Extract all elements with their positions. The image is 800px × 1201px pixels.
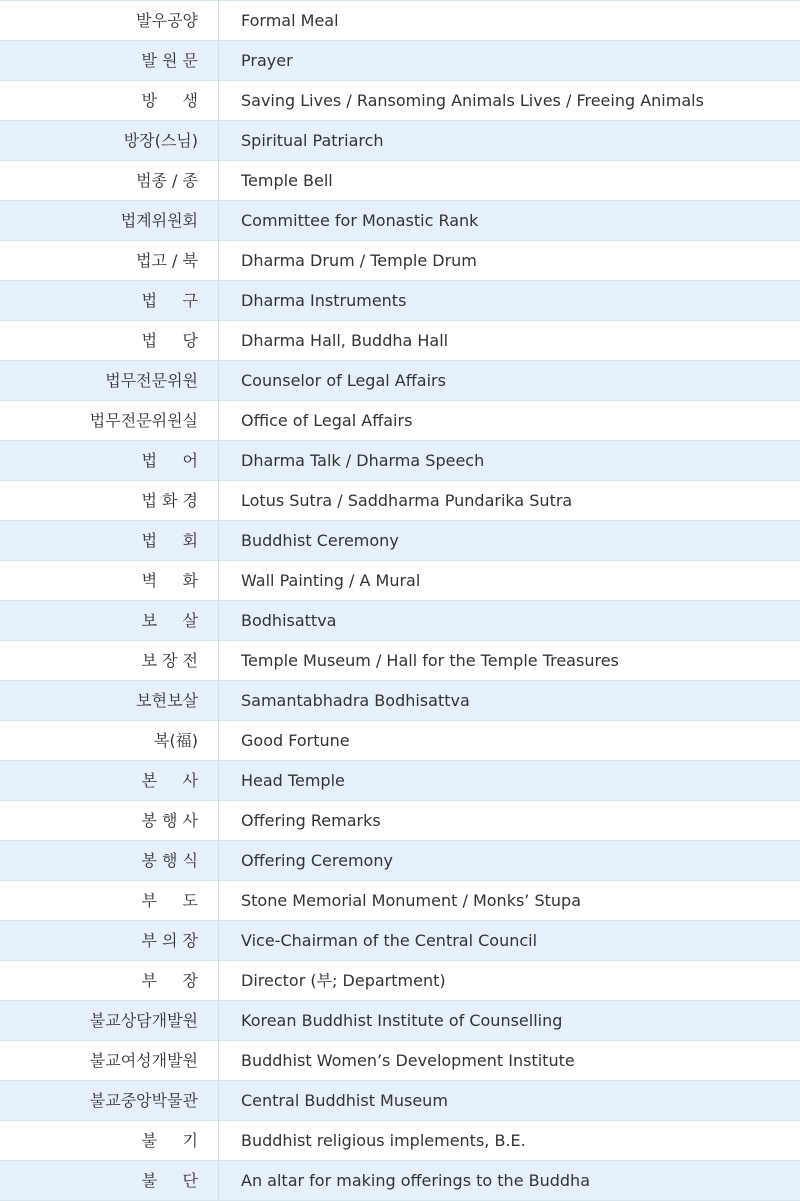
english-term: Central Buddhist Museum xyxy=(241,1091,448,1110)
korean-term: 발 원 문 xyxy=(0,41,219,80)
english-term: Dharma Talk / Dharma Speech xyxy=(241,451,485,470)
korean-term: 복(福) xyxy=(0,721,219,760)
korean-term: 불 기 xyxy=(0,1121,219,1160)
english-term: Office of Legal Affairs xyxy=(241,411,413,430)
table-row xyxy=(0,401,800,441)
table-row xyxy=(0,961,800,1001)
korean-term: 법 화 경 xyxy=(0,481,219,520)
table-row xyxy=(0,881,800,921)
english-term: Buddhist religious implements, B.E. xyxy=(241,1131,526,1150)
korean-term: 봉 행 사 xyxy=(0,801,219,840)
korean-term: 불교상담개발원 xyxy=(0,1001,219,1040)
english-term: Dharma Drum / Temple Drum xyxy=(241,251,477,270)
english-term: Lotus Sutra / Saddharma Pundarika Sutra xyxy=(241,491,573,510)
table-row xyxy=(0,841,800,881)
english-term: Temple Bell xyxy=(241,171,333,190)
korean-term: 보현보살 xyxy=(0,681,219,720)
table-row xyxy=(0,81,800,121)
table-row xyxy=(0,1161,800,1201)
korean-term: 부 장 xyxy=(0,961,219,1000)
table-row xyxy=(0,521,800,561)
english-term: Director (부; Department) xyxy=(241,971,446,990)
korean-term: 불교중앙박물관 xyxy=(0,1081,219,1120)
english-term: Buddhist Women’s Development Institute xyxy=(241,1051,575,1070)
korean-term: 법계위원회 xyxy=(0,201,219,240)
english-term: Samantabhadra Bodhisattva xyxy=(241,691,470,710)
korean-term: 법무전문위원 xyxy=(0,361,219,400)
table-row xyxy=(0,601,800,641)
korean-term: 법 회 xyxy=(0,521,219,560)
english-term: Dharma Hall, Buddha Hall xyxy=(241,331,449,350)
korean-term: 범종 / 종 xyxy=(0,161,219,200)
korean-term: 보 장 전 xyxy=(0,641,219,680)
korean-term: 법 구 xyxy=(0,281,219,320)
korean-term: 법고 / 북 xyxy=(0,241,219,280)
korean-term: 부 의 장 xyxy=(0,921,219,960)
table-row xyxy=(0,441,800,481)
table-row xyxy=(0,361,800,401)
english-term: Good Fortune xyxy=(241,731,350,750)
english-term: Vice-Chairman of the Central Council xyxy=(241,931,538,950)
table-row xyxy=(0,1041,800,1081)
english-term: Korean Buddhist Institute of Counselling xyxy=(241,1011,563,1030)
english-term: Counselor of Legal Affairs xyxy=(241,371,446,390)
english-term: Head Temple xyxy=(241,771,345,790)
korean-term: 법무전문위원실 xyxy=(0,401,219,440)
korean-term: 보 살 xyxy=(0,601,219,640)
korean-term: 부 도 xyxy=(0,881,219,920)
english-term: Bodhisattva xyxy=(241,611,337,630)
korean-term: 벽 화 xyxy=(0,561,219,600)
table-row xyxy=(0,721,800,761)
table-row xyxy=(0,561,800,601)
korean-term: 법 어 xyxy=(0,441,219,480)
english-term: Stone Memorial Monument / Monks’ Stupa xyxy=(241,891,581,910)
table-row xyxy=(0,761,800,801)
korean-term: 본 사 xyxy=(0,761,219,800)
korean-term: 불 단 xyxy=(0,1161,219,1200)
english-term: Offering Remarks xyxy=(241,811,381,830)
english-term: Saving Lives / Ransoming Animals Lives / Freeing Animals xyxy=(241,91,704,110)
table-row xyxy=(0,41,800,81)
table-row xyxy=(0,1001,800,1041)
table-row xyxy=(0,921,800,961)
english-term: Temple Museum / Hall for the Temple Treasures xyxy=(241,651,619,670)
korean-term: 방장(스님) xyxy=(0,121,219,160)
english-term: Committee for Monastic Rank xyxy=(241,211,479,230)
korean-term: 법 당 xyxy=(0,321,219,360)
table-row xyxy=(0,1121,800,1161)
english-term: Wall Painting / A Mural xyxy=(241,571,421,590)
table-row xyxy=(0,281,800,321)
english-term: Offering Ceremony xyxy=(241,851,393,870)
english-term: Formal Meal xyxy=(241,11,339,30)
table-row xyxy=(0,681,800,721)
korean-term: 방 생 xyxy=(0,81,219,120)
korean-term: 발우공양 xyxy=(0,1,219,40)
table-row xyxy=(0,161,800,201)
table-row xyxy=(0,241,800,281)
korean-term: 불교여성개발원 xyxy=(0,1041,219,1080)
english-term: Spiritual Patriarch xyxy=(241,131,384,150)
english-term: Buddhist Ceremony xyxy=(241,531,399,550)
table-row xyxy=(0,641,800,681)
table-row xyxy=(0,481,800,521)
table-row xyxy=(0,121,800,161)
english-term: Dharma Instruments xyxy=(241,291,407,310)
table-row xyxy=(0,1081,800,1121)
table-row xyxy=(0,801,800,841)
table-row xyxy=(0,201,800,241)
korean-term: 봉 행 식 xyxy=(0,841,219,880)
table-row xyxy=(0,1,800,41)
english-term: An altar for making offerings to the Buddha xyxy=(241,1171,590,1190)
english-term: Prayer xyxy=(241,51,293,70)
table-row xyxy=(0,321,800,361)
